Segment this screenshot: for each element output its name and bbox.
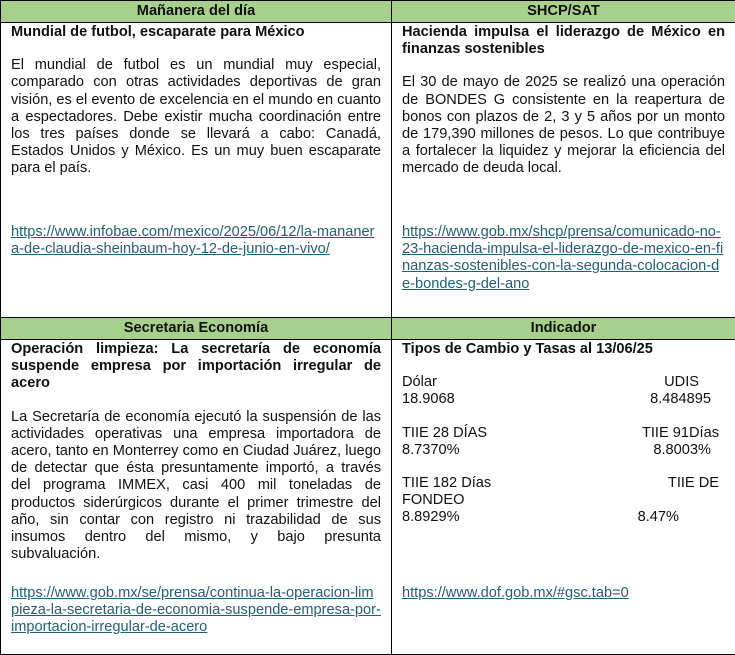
cell-shcp [392,23,735,318]
rate-value: 18.9068 [402,391,455,408]
header-indicador: Indicador [392,318,735,340]
economia-link[interactable]: https://www.gob.mx/se/prensa/continua-la-operacion-limpieza-la-secretaria-de-economia-suspende-empresa-por-importacion-irregular-de-acero [11,585,381,637]
economia-title: Operación limpieza: La secretaría de economía suspende empresa por importación irregular de acero [11,341,381,393]
shcp-title: Hacienda impulsa el liderazgo de México en finanzas sostenibles [402,24,725,58]
indicador-rates [402,374,725,526]
rate-label: TIIE DE [668,475,725,492]
rate-value: 8.8003% [653,442,725,459]
rate-value: 8.7370% [402,442,460,459]
cell-mananera [1,23,392,318]
mananera-body: El mundial de futbol es un mundial muy especial, comparado con otras actividades deportivas de gran visión, es el evento de excelencia en el mundo en cuanto a espectadores. Debe existir mucha coordinación entre los tres países donde se llevará a cabo: Canadá, Estados Unidos y México. Es un muy buen escaparate para el país. [11,57,381,177]
mananera-link[interactable]: https://www.infobae.com/mexico/2025/06/12/la-mananera-de-claudia-sheinbaum-hoy-12-de-junio-en-vivo/ [11,224,381,258]
indicador-link[interactable]: https://www.dof.gob.mx/#gsc.tab=0 [402,585,725,602]
economia-body: La Secretaría de economía ejecutó la suspensión de las actividades operativas una empresa importadora de acero, tanto en Monterrey como en Ciudad Juárez, luego de detectar que ésta presuntamente importó, a través del programa IMMEX, casi 400 mil toneladas de productos siderúrgicos durante el primer trimestre del año, sin contar con registro ni trazabilidad de sus insumos dentro del mismo, y bajo presunta subvaluación. [11,409,381,564]
header-mananera: Mañanera del día [1,1,392,23]
rate-label: TIIE 28 DÍAS [402,425,487,442]
rate-group-dolar-udis [402,374,725,408]
rate-label: TIIE 91Días [642,425,725,442]
shcp-link[interactable]: https://www.gob.mx/shcp/prensa/comunicado-no-23-hacienda-impulsa-el-liderazgo-de-mexico-en-finanzas-sostenibles-con-la-segunda-colocacion-de-bondes-g-del-ano [402,224,725,293]
rate-value: 8.8929% [402,509,460,526]
rate-label: TIIE 182 Días [402,475,491,492]
rate-label: UDIS [664,374,725,391]
cell-indicador [392,340,735,655]
header-shcp: SHCP/SAT [392,1,735,23]
rate-value: 8.484895 [650,391,725,408]
rate-group-tiie-182-fondeo [402,475,725,527]
cell-economia [1,340,392,655]
mananera-title: Mundial de futbol, escaparate para México [11,24,381,41]
rate-group-tiie-28-91 [402,425,725,459]
rate-label: Dólar [402,374,437,391]
shcp-body: El 30 de mayo de 2025 se realizó una operación de BONDES G consistente en la reapertura de bonos con plazos de 2, 3 y 5 años por un monto de 179,390 millones de pesos. Lo que contribuye a fortalecer la liquidez y mejorar la eficiencia del mercado de deuda local. [402,74,725,177]
header-economia: Secretaria Economía [1,318,392,340]
rate-value: 8.47% [638,509,725,526]
indicador-title: Tipos de Cambio y Tasas al 13/06/25 [402,341,725,358]
rate-label: FONDEO [402,492,464,509]
